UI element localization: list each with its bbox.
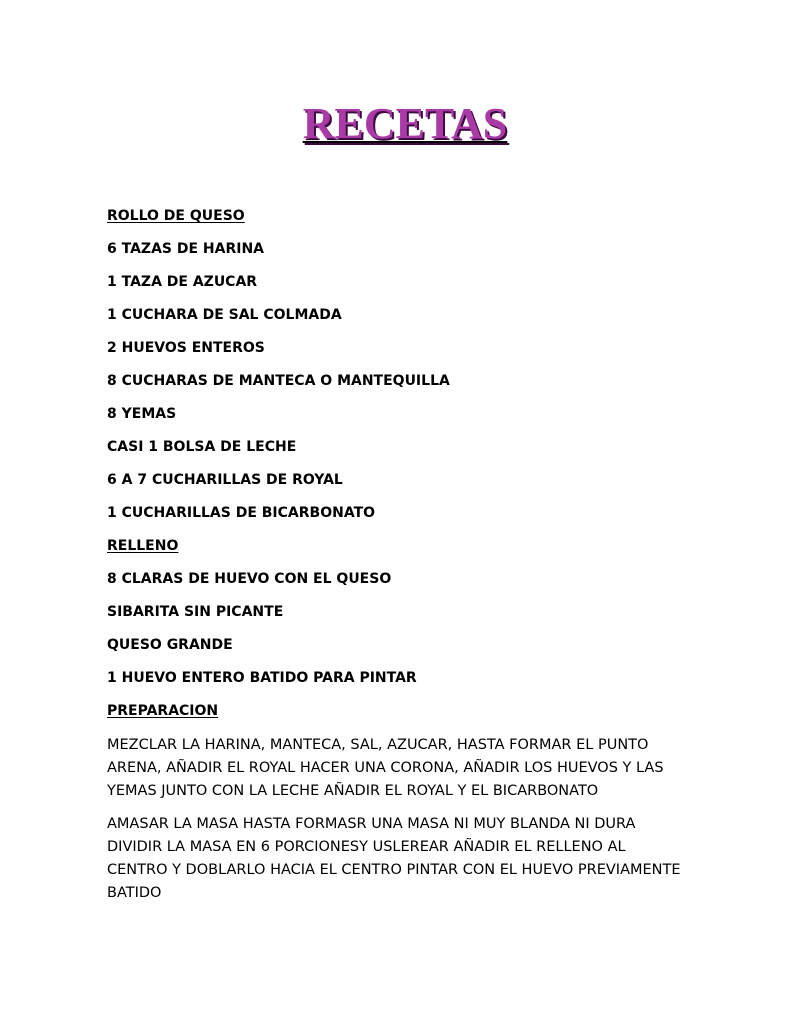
filling-line: QUESO GRANDE — [107, 637, 233, 653]
ingredient-line: 6 A 7 CUCHARILLAS DE ROYAL — [107, 472, 343, 488]
preparation-paragraph: AMASAR LA MASA HASTA FORMASR UNA MASA NI MUY BLANDA NI DURA DIVIDIR LA MASA EN 6 PORCIONESY USLEREAR AÑADIR EL RELLENO AL CENTRO Y DOBLARLO HACIA EL CENTRO PINTAR CON EL HUEVO PREVIAMENTE BATIDO — [107, 816, 681, 901]
ingredient-line — [107, 240, 747, 258]
ingredient-line: 2 HUEVOS ENTEROS — [107, 340, 265, 356]
ingredient-line: 8 YEMAS — [107, 406, 177, 422]
filling-line: 1 HUEVO ENTERO BATIDO PARA PINTAR — [107, 670, 417, 686]
ingredient-line: 1 TAZA DE AZUCAR — [107, 274, 258, 290]
ingredient-line: CASI 1 BOLSA DE LECHE — [107, 439, 297, 455]
recipe-name-heading: ROLLO DE QUESO — [107, 208, 245, 224]
filling-line: 8 CLARAS DE HUEVO CON EL QUESO — [107, 571, 392, 587]
ingredient-line: 8 CUCHARAS DE MANTECA O MANTEQUILLA — [107, 373, 450, 389]
filling-heading: RELLENO — [107, 538, 179, 554]
filling-line: SIBARITA SIN PICANTE — [107, 604, 284, 620]
preparation-heading: PREPARACION — [107, 703, 219, 719]
ingredient-text: 6 TAZAS DE HARINA — [107, 241, 265, 257]
ingredient-list — [107, 207, 747, 735]
ingredient-line: 1 CUCHARILLAS DE BICARBONATO — [107, 505, 376, 521]
preparation-paragraph: MEZCLAR LA HARINA, MANTECA, SAL, AZUCAR, HASTA FORMAR EL PUNTO ARENA, AÑADIR EL ROYAL HACER UNA CORONA, AÑADIR LOS HUEVOS Y LAS YEMAS JUNTO CON LA LECHE AÑADIR EL ROYAL Y EL BICARBONATO — [107, 737, 664, 799]
page-title: RECETAS — [302, 99, 508, 148]
ingredient-line: 1 CUCHARA DE SAL COLMADA — [107, 307, 342, 323]
